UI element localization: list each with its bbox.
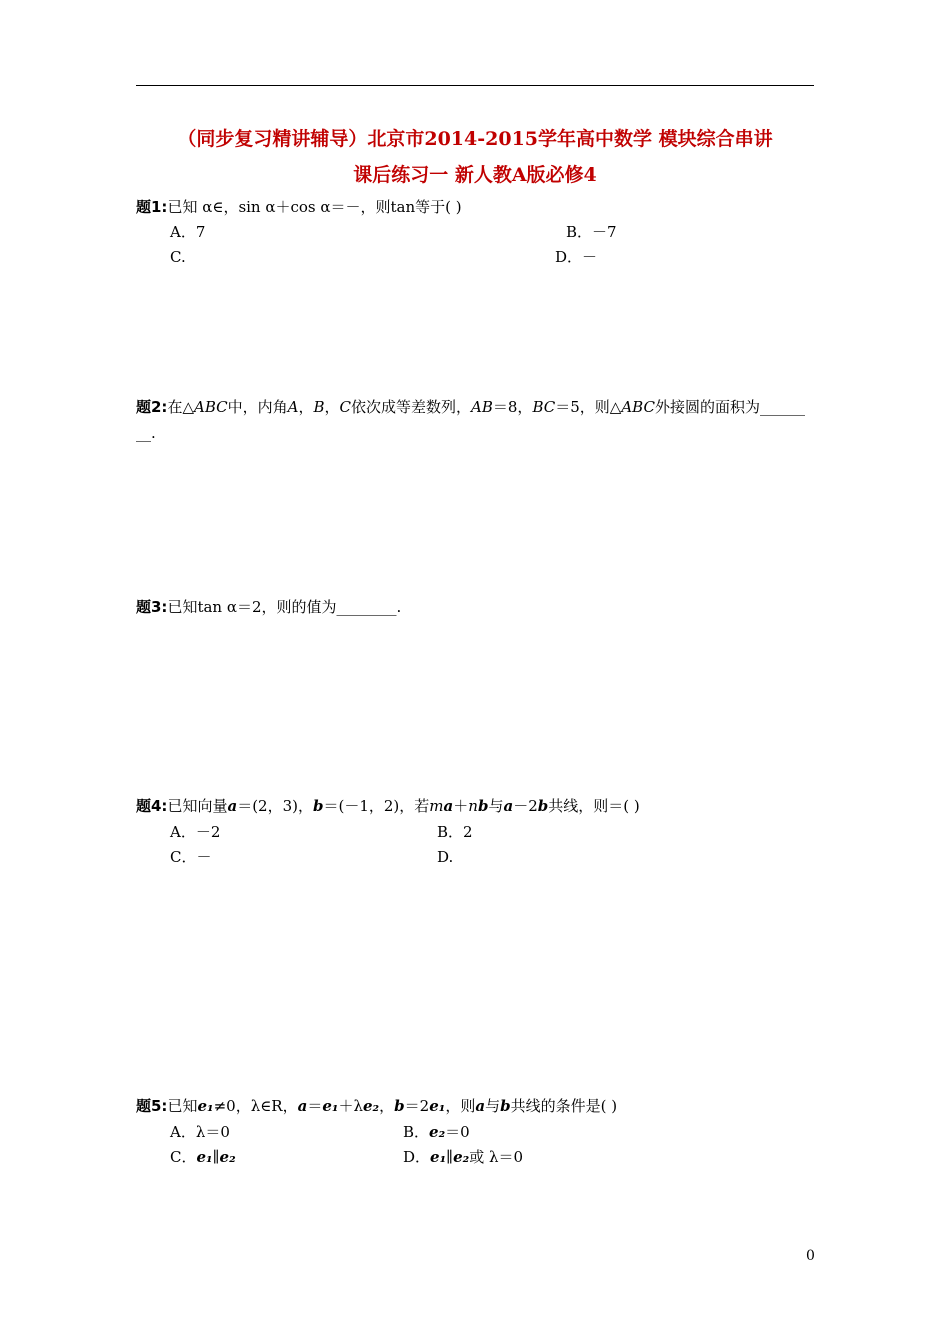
q1-option-a: A．7 bbox=[170, 223, 206, 241]
question-3-text: 已知tan α＝2，则的值为________. bbox=[167, 598, 402, 616]
q5-vector-a: a bbox=[475, 1097, 486, 1115]
q5-vector-e1: e₁ bbox=[429, 1097, 446, 1115]
q5-vector-e1: e₁ bbox=[196, 1148, 213, 1166]
q5-option-d-text: 或 λ＝0 bbox=[469, 1148, 524, 1166]
q2-text-part: ， bbox=[298, 398, 314, 416]
q2-angle-c: C bbox=[339, 398, 352, 416]
q4-text-part: ＋ bbox=[453, 797, 469, 815]
q4-option-b: B．2 bbox=[437, 823, 473, 841]
q2-triangle-name: ABC bbox=[621, 398, 655, 416]
q5-text-part: 共线的条件是( ) bbox=[510, 1097, 618, 1115]
q4-text-part: 已知向量 bbox=[167, 797, 228, 815]
question-5-label: 题5: bbox=[136, 1097, 168, 1115]
question-4 bbox=[136, 796, 640, 816]
q5-text-part: ，则 bbox=[445, 1097, 476, 1115]
q5-text-part: ＋λ bbox=[338, 1097, 363, 1115]
document-title-line1: （同步复习精讲辅导）北京市2014-2015学年高中数学 模块综合串讲 bbox=[177, 128, 773, 150]
q5-vector-e1: e₁ bbox=[197, 1097, 214, 1115]
header-rule bbox=[136, 85, 814, 86]
q5-option-d bbox=[403, 1147, 523, 1167]
q2-text-part: 中，内角 bbox=[227, 398, 288, 416]
q4-vector-a: a bbox=[503, 797, 514, 815]
q4-option-d: D. bbox=[437, 848, 454, 866]
q5-option-a: A．λ＝0 bbox=[170, 1123, 230, 1141]
q2-triangle-name: ABC bbox=[193, 398, 228, 416]
q4-scalar-m: m bbox=[429, 797, 444, 815]
q5-option-b-text: ＝0 bbox=[445, 1123, 470, 1141]
q2-text-part: ＝5，则△ bbox=[555, 398, 622, 416]
q2-text-part: ， bbox=[324, 398, 340, 416]
q4-vector-b: b bbox=[537, 797, 549, 815]
q2-text-part: 在△ bbox=[167, 398, 194, 416]
q5-parallel-symbol: ∥ bbox=[212, 1148, 220, 1166]
q4-vector-b: b bbox=[312, 797, 324, 815]
q5-vector-a: a bbox=[297, 1097, 308, 1115]
question-1 bbox=[136, 197, 462, 217]
q4-vector-a: a bbox=[443, 797, 454, 815]
q4-text-part: －2 bbox=[513, 797, 538, 815]
q4-vector-a: a bbox=[227, 797, 238, 815]
q5-vector-b: b bbox=[394, 1097, 405, 1115]
q5-option-c-letter: C． bbox=[170, 1148, 197, 1166]
q2-answer-blank: 外接圆的面积为______ bbox=[654, 398, 805, 416]
q5-vector-e2: e₂ bbox=[219, 1148, 236, 1166]
q5-vector-e2: e₂ bbox=[363, 1097, 380, 1115]
question-3-label: 题3: bbox=[136, 598, 168, 616]
question-2 bbox=[136, 397, 805, 417]
q4-text-part: ＝(－1，2)，若 bbox=[323, 797, 430, 815]
q2-angle-b: B bbox=[313, 398, 325, 416]
q2-side-bc: BC bbox=[532, 398, 556, 416]
q4-scalar-n: n bbox=[468, 797, 478, 815]
q2-side-ab: AB bbox=[471, 398, 493, 416]
q1-option-d: D．－ bbox=[555, 248, 598, 266]
q4-option-a: A．－2 bbox=[170, 823, 221, 841]
q5-vector-b: b bbox=[500, 1097, 511, 1115]
q5-text-part: ＝ bbox=[307, 1097, 323, 1115]
q5-text-part: 与 bbox=[485, 1097, 501, 1115]
q5-vector-e2: e₂ bbox=[429, 1123, 446, 1141]
q5-parallel-symbol: ∥ bbox=[446, 1148, 454, 1166]
question-3 bbox=[136, 597, 401, 617]
q4-text-part: 与 bbox=[488, 797, 504, 815]
q2-text-part: 依次成等差数列， bbox=[351, 398, 472, 416]
q4-text-part: ＝(2，3)， bbox=[237, 797, 313, 815]
page-number: 0 bbox=[806, 1248, 815, 1264]
q4-vector-b: b bbox=[477, 797, 489, 815]
question-1-text: 已知 α∈，sin α＋cos α＝－，则tan等于( ) bbox=[167, 198, 462, 216]
q5-vector-e2: e₂ bbox=[453, 1148, 470, 1166]
question-2-label: 题2: bbox=[136, 398, 168, 416]
q1-option-c: C. bbox=[170, 248, 186, 266]
q5-text-part: ＝2 bbox=[404, 1097, 430, 1115]
q2-text-part: ＝8， bbox=[492, 398, 533, 416]
q5-vector-e1: e₁ bbox=[322, 1097, 339, 1115]
question-5 bbox=[136, 1096, 617, 1116]
q5-text-part: ≠0，λ∈R， bbox=[213, 1097, 298, 1115]
q5-text-part: ， bbox=[379, 1097, 395, 1115]
q2-angle-a: A bbox=[287, 398, 299, 416]
question-4-label: 题4: bbox=[136, 797, 168, 815]
q5-option-d-letter: D． bbox=[403, 1148, 431, 1166]
q5-text-part: 已知 bbox=[167, 1097, 198, 1115]
q5-option-c bbox=[170, 1147, 236, 1167]
q4-text-part: 共线，则＝( ) bbox=[548, 797, 640, 815]
question-2-continuation: __. bbox=[136, 424, 156, 442]
q4-option-c: C．－ bbox=[170, 848, 212, 866]
question-1-label: 题1: bbox=[136, 198, 168, 216]
q5-option-b bbox=[403, 1122, 470, 1142]
q5-option-b-letter: B． bbox=[403, 1123, 430, 1141]
document-title-line2: 课后练习一 新人教A版必修4 bbox=[353, 164, 597, 186]
q1-option-b: B．－7 bbox=[566, 223, 617, 241]
q5-vector-e1: e₁ bbox=[430, 1148, 447, 1166]
